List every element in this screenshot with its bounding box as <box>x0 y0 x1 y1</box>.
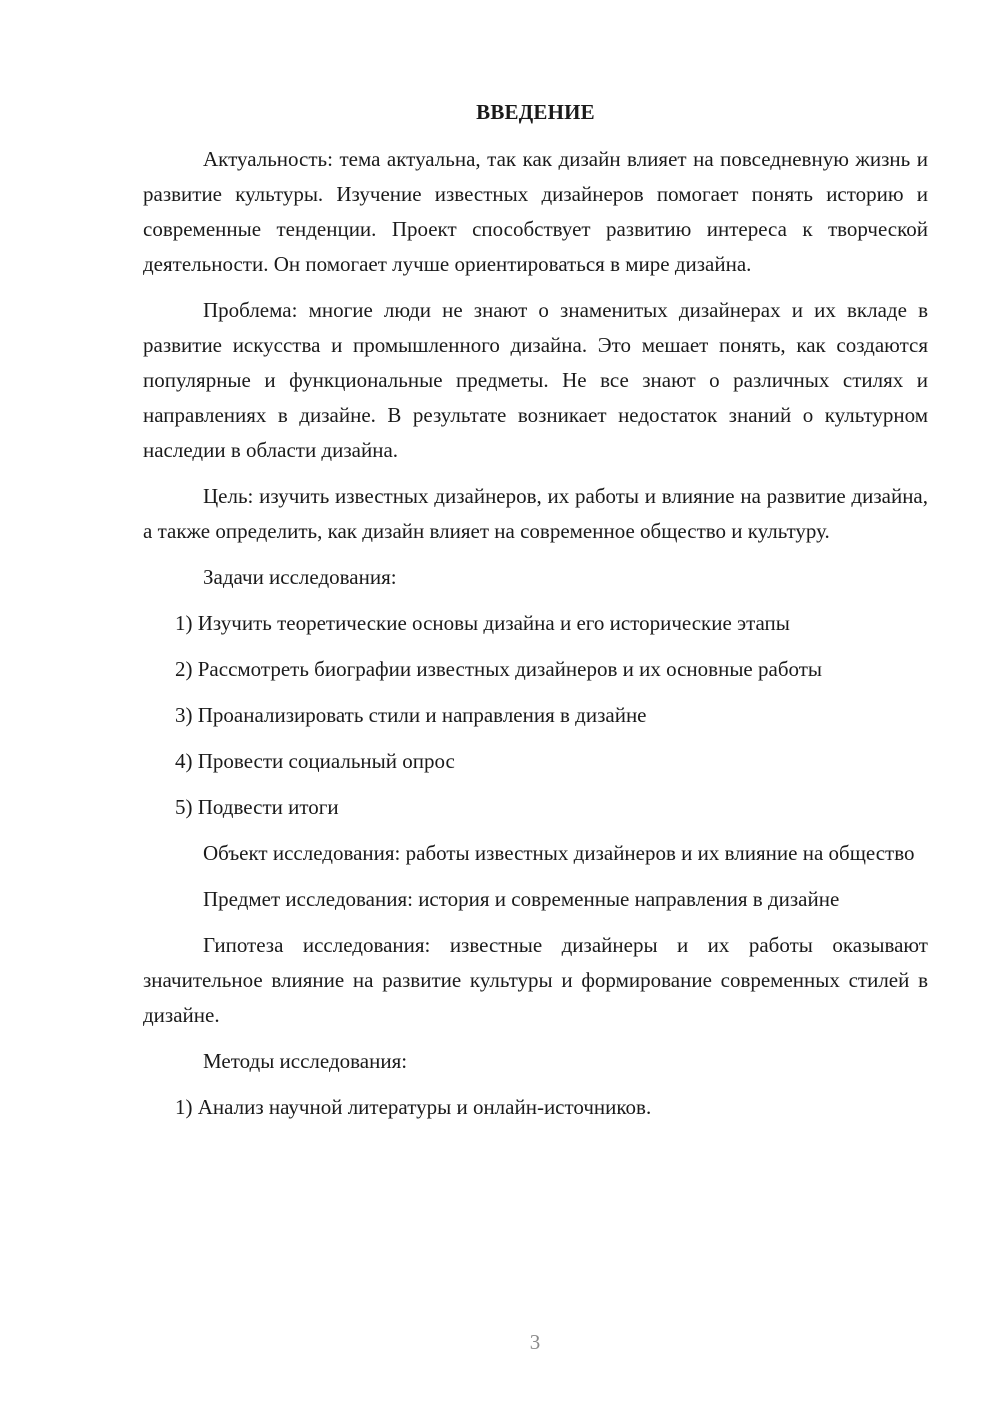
method-item-1: 1) Анализ научной литературы и онлайн-источников. <box>175 1095 652 1119</box>
paragraph-hypothesis: Гипотеза исследования: известные дизайнеры и их работы оказывают значительное влияние на развитие культуры и формирование современных стилей в дизайне. <box>143 933 928 1027</box>
page-number: 3 <box>529 1330 541 1354</box>
paragraph-subject: Предмет исследования: история и современные направления в дизайне <box>203 887 840 911</box>
paragraph-problem: Проблема: многие люди не знают о знаменитых дизайнерах и их вкладе в развитие искусства и промышленного дизайна. Это мешает понять, как создаются популярные и функциональные предметы. Не все знают о различных стилях и направлениях в дизайне. В результате возникает недостаток знаний о культурном наследии в области дизайна. <box>143 298 928 462</box>
methods-heading: Методы исследования: <box>203 1049 408 1073</box>
tasks-heading: Задачи исследования: <box>203 565 397 589</box>
document-page <box>143 95 928 1136</box>
paragraph-relevance: Актуальность: тема актуальна, так как дизайн влияет на повседневную жизнь и развитие культуры. Изучение известных дизайнеров помогает понять историю и современные тенденции. Проект способствует развитию интереса к творческой деятельности. Он помогает лучше ориентироваться в мире дизайна. <box>143 147 928 276</box>
task-item-5: 5) Подвести итоги <box>175 795 339 819</box>
paragraph-goal: Цель: изучить известных дизайнеров, их работы и влияние на развитие дизайна, а также определить, как дизайн влияет на современное общество и культуру. <box>143 484 928 543</box>
task-item-1: 1) Изучить теоретические основы дизайна и его исторические этапы <box>175 611 790 635</box>
task-item-3: 3) Проанализировать стили и направления в дизайне <box>175 703 647 727</box>
paragraph-object: Объект исследования: работы известных дизайнеров и их влияние на общество <box>203 841 915 865</box>
section-title: ВВЕДЕНИЕ <box>476 100 595 124</box>
task-item-2: 2) Рассмотреть биографии известных дизайнеров и их основные работы <box>175 657 823 681</box>
task-item-4: 4) Провести социальный опрос <box>175 749 455 773</box>
